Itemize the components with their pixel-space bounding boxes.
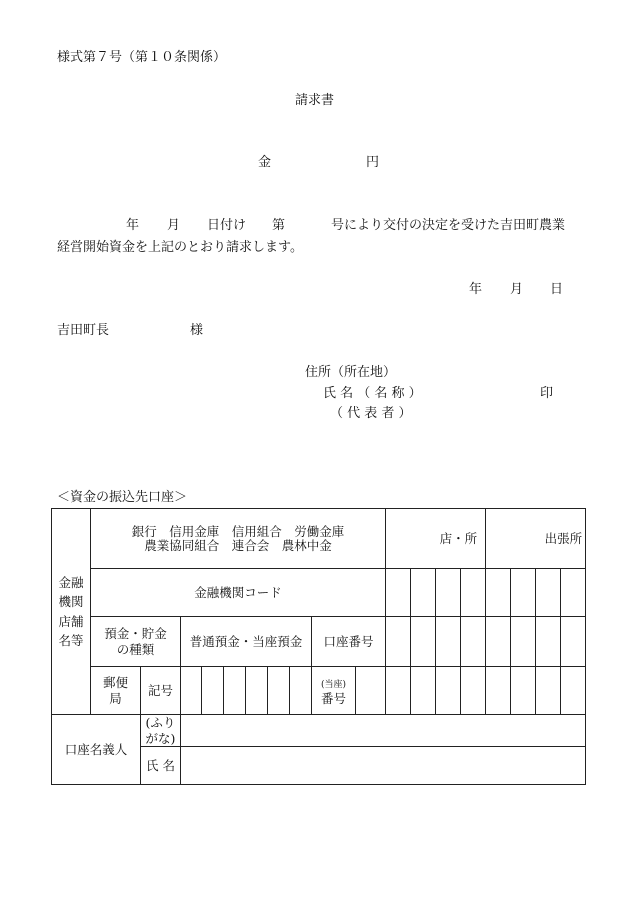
account-number-digit[interactable] [511,617,536,667]
seal-mark: 印 [540,386,554,401]
statement-year: 年 [126,218,140,233]
postal-number-digit[interactable] [411,667,436,715]
bank-code-label: 金融機関コード [91,569,386,617]
institution-types[interactable] [91,509,386,569]
account-number-label: 口座番号 [312,617,386,667]
branch-field[interactable] [386,509,486,569]
account-number-digit[interactable] [436,617,461,667]
statement-month: 月 [167,218,181,233]
symbol-digit[interactable] [246,667,268,715]
bank-code-digit[interactable] [461,569,486,617]
postal-number-label-text: 番号 [320,690,346,706]
account-number-digit[interactable] [561,617,586,667]
sub-branch-label: 出張所 [544,530,583,546]
deposit-type-label: 預金・貯金 の種類 [91,617,181,667]
bank-code-digit[interactable] [436,569,461,617]
postal-number-digit[interactable] [436,667,461,715]
postal-number-small-label: (当座) [320,679,347,690]
date-day: 日 [550,282,564,297]
form-number: 様式第７号（第１０条関係） [57,50,227,65]
statement-day: 日付け [207,218,247,233]
postal-number-digit[interactable] [356,667,386,715]
postal-number-digit[interactable] [536,667,561,715]
account-number-digit[interactable] [461,617,486,667]
branch-label: 店・所 [439,530,478,546]
account-number-digit[interactable] [411,617,436,667]
postal-number-digit[interactable] [511,667,536,715]
bank-code-digit[interactable] [411,569,436,617]
branch-code-digit[interactable] [511,569,536,617]
postal-number-digit[interactable] [486,667,511,715]
postal-number-digit[interactable] [386,667,411,715]
postal-number-digit[interactable] [561,667,586,715]
account-section-heading: ＜資金の振込先口座＞ [57,490,188,505]
amount-label: 金 [258,155,272,170]
account-number-digit[interactable] [386,617,411,667]
postal-number-label [312,667,356,715]
amount-unit: 円 [366,155,380,170]
address-label: 住所（所在地） [305,365,397,380]
holder-name-label: 氏 名 [141,747,181,785]
bank-account-table [51,508,586,785]
postal-number-digit[interactable] [461,667,486,715]
account-number-digit[interactable] [536,617,561,667]
symbol-digit[interactable] [181,667,202,715]
institution-types-line2: 農業協同組合 連合会 農林中金 [144,537,332,553]
deposit-type-options[interactable]: 普通預金・当座預金 [181,617,312,667]
date-month: 月 [510,282,524,297]
representative-label: （ 代 表 者 ） [330,406,412,421]
symbol-digit[interactable] [290,667,312,715]
addressee-honorific: 様 [190,323,204,338]
furigana-field[interactable] [181,715,586,747]
name-label: 氏 名 （ 名 称 ） [323,386,422,401]
sub-branch-field[interactable] [486,509,586,569]
statement-line1: 号により交付の決定を受けた吉田町農業 [331,218,566,233]
post-office-label: 郵便 局 [91,667,141,715]
institution-types-line1: 銀行 信用金庫 信用組合 労働金庫 [131,523,345,539]
holder-name-field[interactable] [181,747,586,785]
branch-code-digit[interactable] [486,569,511,617]
symbol-label: 記号 [141,667,181,715]
statement-line2: 経営開始資金を上記のとおり請求します。 [57,240,303,255]
symbol-digit[interactable] [224,667,246,715]
date-year: 年 [469,282,483,297]
symbol-digit[interactable] [202,667,224,715]
bank-code-digit[interactable] [386,569,411,617]
document-title: 請求書 [295,93,335,108]
statement-number-prefix: 第 [272,218,286,233]
symbol-digit[interactable] [268,667,290,715]
account-holder-label: 口座名義人 [52,715,141,785]
branch-code-digit[interactable] [536,569,561,617]
branch-code-digit[interactable] [561,569,586,617]
account-number-digit[interactable] [486,617,511,667]
addressee-name: 吉田町長 [57,323,110,338]
furigana-label: (ふりがな) [141,715,181,747]
institution-header: 金融 機関 店舗 名等 [52,509,91,715]
